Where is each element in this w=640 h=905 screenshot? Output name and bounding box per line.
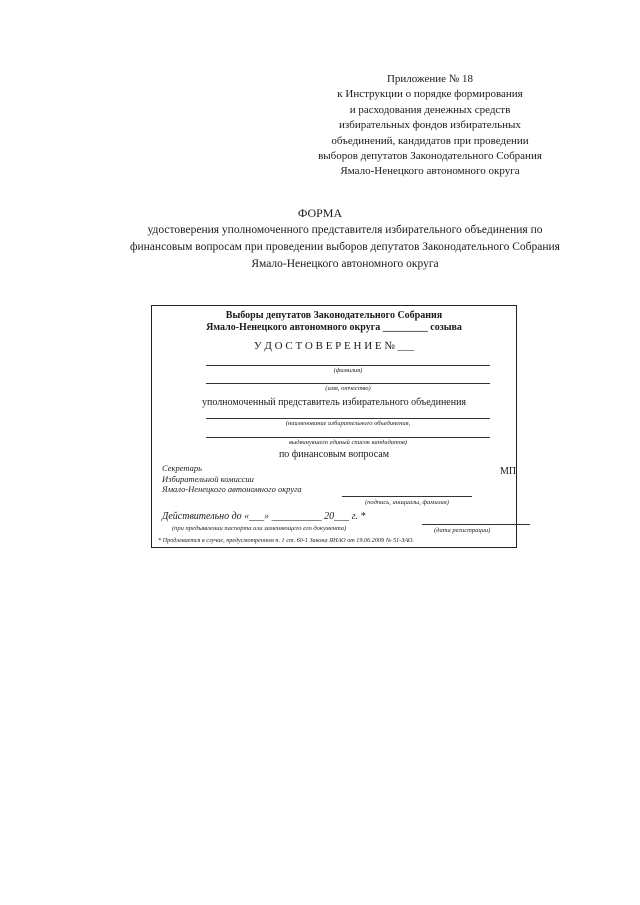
role-text: уполномоченный представитель избирательного объединения	[201, 397, 467, 408]
caption-name: (имя, отчество)	[325, 385, 371, 392]
secretary-line: Ямало-Ненецкого автономного округа	[162, 484, 302, 494]
caption-passport: (при предъявлении паспорта или заменяющего его документа)	[172, 525, 347, 532]
appendix-line: к Инструкции о порядке формирования	[337, 88, 523, 101]
certificate-header-line2: Ямало-Ненецкого автономного округа _________ созыва	[206, 322, 462, 333]
seal-mark: МП	[500, 466, 517, 477]
form-description-line: финансовым вопросам при проведении выборов депутатов Законодательного Собрания	[130, 241, 560, 253]
secretary-line: Избирательной комиссии	[162, 473, 254, 484]
caption-reg-date: (дата регистрации)	[434, 527, 491, 534]
org-line-2	[206, 437, 490, 438]
valid-until: Действительно до «___» __________ 20___ г. *	[162, 511, 366, 522]
secretary-line: Секретарь	[162, 463, 202, 473]
org-line	[206, 418, 490, 419]
caption-signature: (подпись, инициалы, фамилия)	[365, 499, 449, 506]
certificate-card	[151, 305, 517, 548]
form-title: ФОРМА	[297, 206, 343, 220]
appendix-line: и расходования денежных средств	[349, 103, 511, 116]
caption-org: (наименование избирательного объединения,	[285, 420, 411, 427]
appendix-line: избирательных фондов избирательных	[339, 119, 521, 132]
caption-surname: (фамилия)	[333, 367, 363, 374]
appendix-line: объединений, кандидатов при проведении	[331, 134, 529, 147]
signature-line	[342, 496, 472, 497]
caption-org-2: выдвинувшего единый список кандидатов)	[289, 439, 407, 446]
name-line	[206, 383, 490, 384]
secretary-block	[162, 463, 302, 495]
form-description-line: Ямало-Ненецкого автономного округа	[251, 258, 439, 270]
subject-text: по финансовым вопросам	[278, 449, 390, 460]
certificate-header-line1: Выборы депутатов Законодательного Собрания	[225, 310, 443, 321]
appendix-line: выборов депутатов Законодательного Собрания	[318, 150, 542, 163]
certificate-title: У Д О С Т О В Е Р Е Н И Е № ___	[253, 340, 415, 352]
appendix-line: Ямало-Ненецкого автономного округа	[340, 165, 520, 178]
appendix-header	[300, 72, 560, 180]
reg-date-line	[422, 524, 530, 525]
appendix-line: Приложение № 18	[386, 73, 474, 85]
surname-line	[206, 365, 490, 366]
footnote: * Продлевается в случае, предусмотренном п. 1 ст. 60-1 Закона ЯНАО от 19.06.2009 № 51-ЗАО.	[158, 537, 414, 544]
form-description-line: удостоверения уполномоченного представителя избирательного объединения по	[147, 224, 543, 236]
form-description	[90, 222, 600, 273]
